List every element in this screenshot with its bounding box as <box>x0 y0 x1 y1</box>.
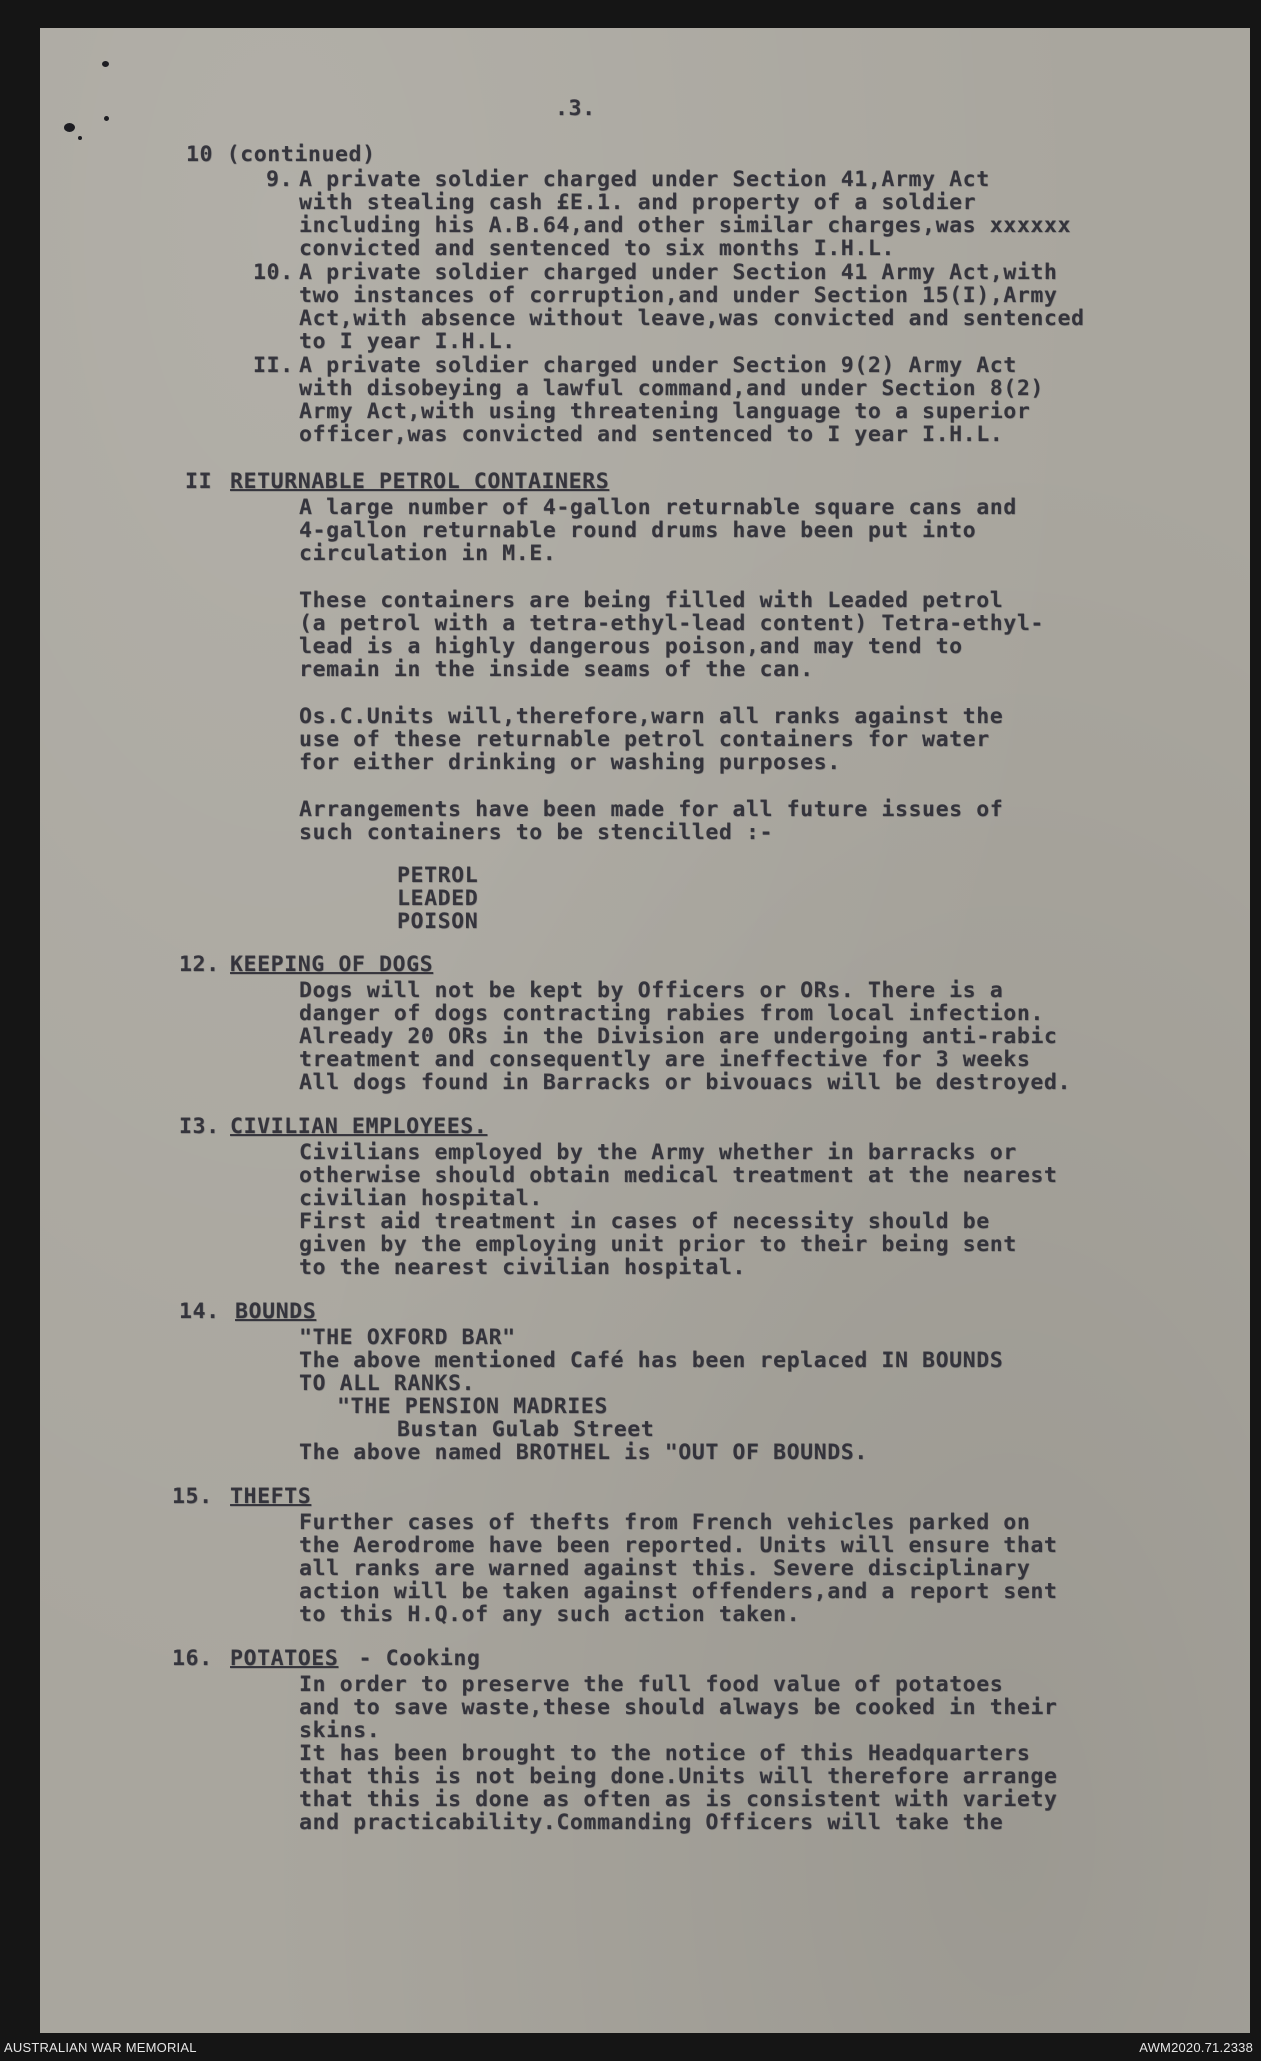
stencil-word: PETROL <box>397 863 479 888</box>
paragraph-line: It has been brought to the notice of this Headquarters <box>299 1741 1031 1766</box>
paragraph-line: circulation in M.E. <box>299 541 557 566</box>
item-line: A private soldier charged under Section 9(2) Army Act <box>299 353 1017 378</box>
paragraph-line: remain in the inside seams of the can. <box>299 657 814 682</box>
section-heading: BOUNDS <box>235 1299 317 1324</box>
paragraph-line: all ranks are warned against this. Severe disciplinary <box>299 1556 1031 1581</box>
stencil-word: POISON <box>397 909 479 934</box>
footer-catalogue-id: AWM2020.71.2338 <box>1139 2040 1253 2055</box>
section-number: 14. <box>179 1299 220 1324</box>
paragraph-line: All dogs found in Barracks or bivouacs will be destroyed. <box>299 1070 1072 1095</box>
paragraph-line: These containers are being filled with Leaded petrol <box>299 588 1004 613</box>
paragraph-line: civilian hospital. <box>299 1186 543 1211</box>
section-number: 12. <box>179 952 220 977</box>
item-line: to I year I.H.L. <box>299 329 516 354</box>
paragraph-line: skins. <box>299 1718 381 1743</box>
paragraph-line: that this is done as often as is consistent with variety <box>299 1787 1058 1812</box>
item-line: Army Act,with using threatening language to a superior <box>299 399 1031 424</box>
paragraph-line: (a petrol with a tetra-ethyl-lead content) Tetra-ethyl- <box>299 611 1044 636</box>
item-line: officer,was convicted and sentenced to I year I.H.L. <box>299 422 1004 447</box>
ink-speck <box>64 123 75 132</box>
section-heading-suffix: - Cooking <box>345 1646 481 1671</box>
item-number: 9. <box>266 167 294 192</box>
paragraph-line: and to save waste,these should always be cooked in their <box>299 1695 1058 1720</box>
paragraph-line: In order to preserve the full food value of potatoes <box>299 1672 1004 1697</box>
paragraph-line: Civilians employed by the Army whether in barracks or <box>299 1140 1017 1165</box>
section-number: 15. <box>172 1484 213 1509</box>
footer-attribution: AUSTRALIAN WAR MEMORIAL <box>4 2040 197 2055</box>
paragraph-line: the Aerodrome have been reported. Units will ensure that <box>299 1533 1058 1558</box>
paragraph-line: to this H.Q.of any such action taken. <box>299 1602 801 1627</box>
paragraph-line: that this is not being done.Units will therefore arrange <box>299 1764 1058 1789</box>
document-page <box>40 28 1250 2033</box>
item-line: with disobeying a lawful command,and under Section 8(2) <box>299 376 1044 401</box>
item-line: A private soldier charged under Section 41,Army Act <box>299 167 990 192</box>
item-line: including his A.B.64,and other similar charges,was xxxxxx <box>299 213 1072 238</box>
paragraph-line: Os.C.Units will,therefore,warn all ranks against the <box>299 704 1004 729</box>
paragraph-line: The above mentioned Café has been replaced IN BOUNDS <box>299 1348 1004 1373</box>
item-number: 10. <box>253 260 294 285</box>
paragraph-line: Further cases of thefts from French vehicles parked on <box>299 1510 1031 1535</box>
section-heading: RETURNABLE PETROL CONTAINERS <box>230 469 610 494</box>
paragraph-line: First aid treatment in cases of necessity should be <box>299 1209 990 1234</box>
section-heading: CIVILIAN EMPLOYEES. <box>230 1114 488 1139</box>
paragraph-line: danger of dogs contracting rabies from local infection. <box>299 1001 1044 1026</box>
paragraph-line: "THE PENSION MADRIES <box>337 1394 608 1419</box>
ink-speck <box>104 116 109 121</box>
paragraph-line: to the nearest civilian hospital. <box>299 1255 746 1280</box>
paragraph-line: otherwise should obtain medical treatment at the nearest <box>299 1163 1058 1188</box>
item-number: II. <box>253 353 294 378</box>
paragraph-line: Already 20 ORs in the Division are undergoing anti-rabic <box>299 1024 1058 1049</box>
paragraph-line: Arrangements have been made for all future issues of <box>299 797 1004 822</box>
section-heading: POTATOES <box>230 1646 339 1671</box>
paragraph-line: "THE OXFORD BAR" <box>299 1325 516 1350</box>
ink-speck <box>102 61 109 67</box>
paragraph-line: 4-gallon returnable round drums have been put into <box>299 518 977 543</box>
section-heading: KEEPING OF DOGS <box>230 952 434 977</box>
section-number: I3. <box>179 1114 220 1139</box>
paragraph-line: lead is a highly dangerous poison,and may tend to <box>299 634 963 659</box>
paragraph-line: The above named BROTHEL is "OUT OF BOUNDS. <box>299 1440 868 1465</box>
item-line: convicted and sentenced to six months I.H.L. <box>299 236 895 261</box>
item-line: two instances of corruption,and under Section 15(I),Army <box>299 283 1058 308</box>
item-line: with stealing cash £E.1. and property of a soldier <box>299 190 977 215</box>
section-number: II <box>185 469 213 494</box>
paragraph-line: A large number of 4-gallon returnable square cans and <box>299 495 1017 520</box>
ink-speck <box>78 136 82 140</box>
paragraph-line: and practicability.Commanding Officers will take the <box>299 1810 1004 1835</box>
section-number: 16. <box>172 1646 213 1671</box>
paragraph-line: Dogs will not be kept by Officers or ORs. There is a <box>299 978 1004 1003</box>
page-number: .3. <box>555 96 596 121</box>
stencil-word: LEADED <box>397 886 479 911</box>
paragraph-line: given by the employing unit prior to their being sent <box>299 1232 1017 1257</box>
item-line: Act,with absence without leave,was convicted and sentenced <box>299 306 1085 331</box>
paragraph-line: treatment and consequently are ineffective for 3 weeks <box>299 1047 1031 1072</box>
paragraph-line: Bustan Gulab Street <box>397 1417 655 1442</box>
continued-heading: 10 (continued) <box>186 142 376 167</box>
paragraph-line: action will be taken against offenders,and a report sent <box>299 1579 1058 1604</box>
paragraph-line: for either drinking or washing purposes. <box>299 750 841 775</box>
paragraph-line: such containers to be stencilled :- <box>299 820 774 845</box>
item-line: A private soldier charged under Section 41 Army Act,with <box>299 260 1058 285</box>
paragraph-line: use of these returnable petrol containers for water <box>299 727 990 752</box>
section-heading: THEFTS <box>230 1484 312 1509</box>
paragraph-line: TO ALL RANKS. <box>299 1371 476 1396</box>
